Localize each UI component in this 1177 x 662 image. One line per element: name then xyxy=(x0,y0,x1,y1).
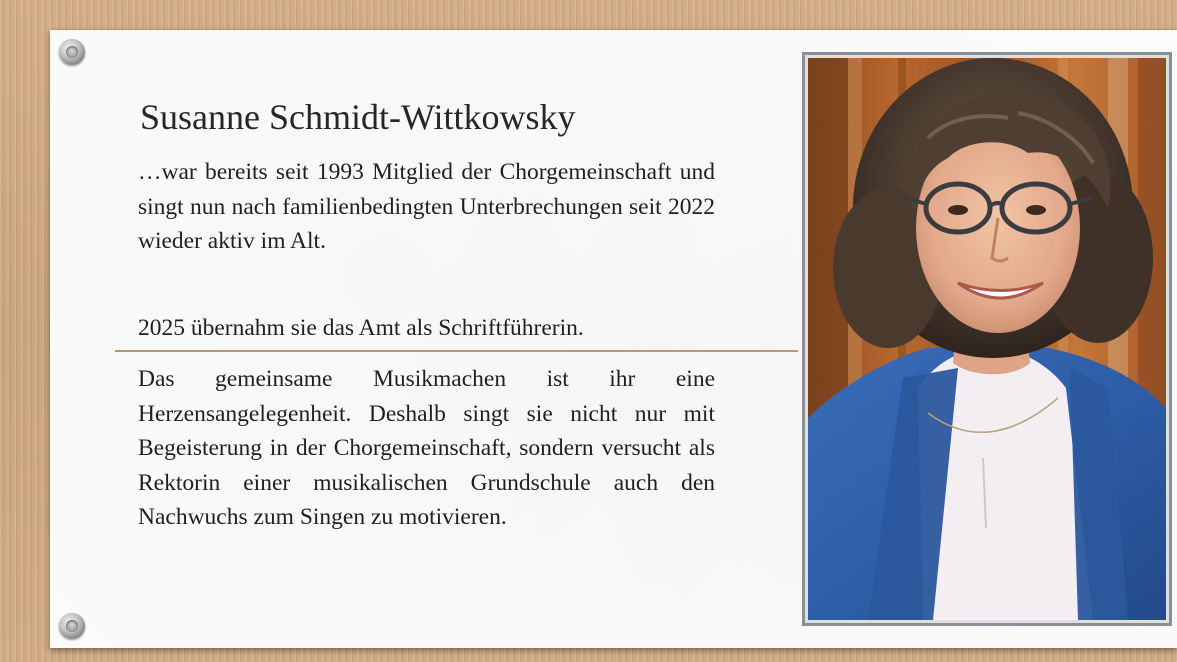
membership-paragraph: …war bereits seit 1993 Mitglied der Chorgemeinschaft und singt nun nach familienbedingten Unterbrechungen seit 2022 wieder aktiv im Alt. xyxy=(138,159,715,254)
role-paragraph: 2025 übernahm sie das Amt als Schriftführerin. xyxy=(138,315,584,341)
motivation-paragraph: Das gemeinsame Musikmachen ist ihr eine Herzensangelegenheit. Deshalb singt sie nicht nur mit Begeisterung in der Chorgemeinschaft, sondern versucht als Rektorin einer musikalischen Grundschule auch den Nachwuchs zum Singen zu motivieren. xyxy=(138,366,715,530)
divider-line xyxy=(115,350,798,352)
rivet-icon xyxy=(59,613,85,639)
rivet-icon xyxy=(59,39,85,65)
portrait-photo-frame xyxy=(802,52,1172,626)
slide-title: Susanne Schmidt-Wittkowsky xyxy=(140,97,576,137)
portrait-photo xyxy=(808,58,1166,620)
